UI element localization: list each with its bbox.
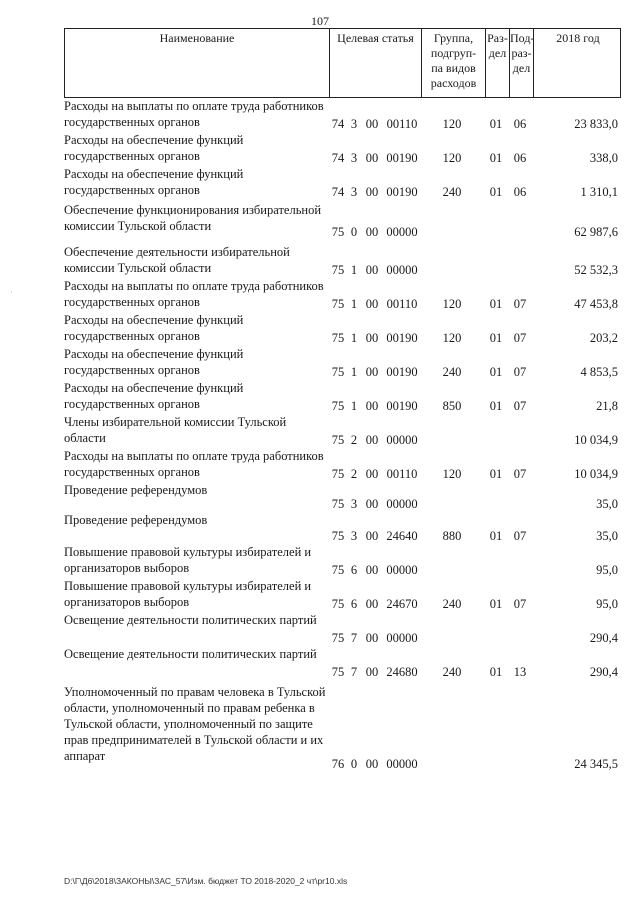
code-b: 7 — [350, 631, 358, 645]
code-d: 00000 — [386, 225, 418, 239]
section: 01 — [489, 185, 503, 199]
code-b: 3 — [350, 497, 358, 511]
code-a: 75 — [331, 497, 345, 511]
table-row — [64, 578, 621, 612]
amount-2018: 1 310,1 — [580, 185, 618, 199]
code-a: 74 — [331, 117, 345, 131]
section: 01 — [489, 117, 503, 131]
code-c: 00 — [365, 365, 379, 379]
expense-group: 120 — [442, 331, 462, 345]
table-row — [64, 278, 621, 312]
code-d: 00000 — [386, 433, 418, 447]
subsection: 07 — [513, 529, 527, 543]
code-b: 1 — [350, 331, 358, 345]
code-c: 00 — [365, 151, 379, 165]
header-expense-group: Группа, подгруп- па видов расходов — [421, 29, 485, 97]
table-row — [64, 346, 621, 380]
subsection: 06 — [513, 151, 527, 165]
code-b: 3 — [350, 529, 358, 543]
code-d: 00190 — [386, 365, 418, 379]
code-a: 75 — [331, 225, 345, 239]
code-d: 00000 — [386, 563, 418, 577]
table-row — [64, 414, 621, 448]
section: 01 — [489, 529, 503, 543]
expense-group: 120 — [442, 151, 462, 165]
code-d: 00190 — [386, 331, 418, 345]
file-path-footer: D:\Г\Д6\2018\ЗАКОНЫ\ЗАС_57\Изм. бюджет ТО 2018-2020_2 чт\pr10.xls — [64, 876, 348, 886]
code-a: 75 — [331, 467, 345, 481]
expense-group: 240 — [442, 185, 462, 199]
header-target-article: Целевая статья — [329, 29, 421, 97]
table-row — [64, 448, 621, 482]
code-d: 24680 — [386, 665, 418, 679]
section: 01 — [489, 399, 503, 413]
expense-group: 120 — [442, 117, 462, 131]
amount-2018: 62 987,6 — [574, 225, 618, 239]
expense-group: 240 — [442, 665, 462, 679]
table-row — [64, 512, 621, 544]
row-name: Обеспечение деятельности избирательной комиссии Тульской области — [64, 245, 290, 275]
amount-2018: 95,0 — [596, 563, 618, 577]
subsection: 07 — [513, 597, 527, 611]
amount-2018: 35,0 — [596, 497, 618, 511]
amount-2018: 24 345,5 — [574, 757, 618, 771]
header-section: Раз- дел — [485, 29, 509, 97]
code-a: 75 — [331, 297, 345, 311]
code-c: 00 — [365, 117, 379, 131]
table-row — [64, 166, 621, 200]
table-row — [64, 312, 621, 346]
section: 01 — [489, 467, 503, 481]
code-c: 00 — [365, 263, 379, 277]
amount-2018: 4 853,5 — [580, 365, 618, 379]
subsection: 06 — [513, 117, 527, 131]
code-b: 6 — [350, 563, 358, 577]
code-d: 00000 — [386, 263, 418, 277]
table-row — [64, 202, 621, 240]
code-d: 00190 — [386, 185, 418, 199]
table-row — [64, 380, 621, 414]
table-row — [64, 646, 621, 680]
expense-group: 850 — [442, 399, 462, 413]
code-a: 75 — [331, 597, 345, 611]
code-b: 2 — [350, 467, 358, 481]
code-d: 00000 — [386, 497, 418, 511]
amount-2018: 10 034,9 — [574, 467, 618, 481]
amount-2018: 52 532,3 — [574, 263, 618, 277]
code-c: 00 — [365, 297, 379, 311]
code-c: 00 — [365, 665, 379, 679]
code-c: 00 — [365, 467, 379, 481]
row-name: Расходы на выплаты по оплате труда работников государственных органов — [64, 449, 324, 479]
code-a: 74 — [331, 151, 345, 165]
code-d: 00110 — [386, 467, 418, 481]
amount-2018: 290,4 — [589, 665, 618, 679]
amount-2018: 21,8 — [596, 399, 618, 413]
expense-group: 880 — [442, 529, 462, 543]
amount-2018: 95,0 — [596, 597, 618, 611]
code-b: 1 — [350, 263, 358, 277]
row-name: Члены избирательной комиссии Тульской области — [64, 415, 287, 445]
code-c: 00 — [365, 225, 379, 239]
section: 01 — [489, 365, 503, 379]
section: 01 — [489, 297, 503, 311]
table-row — [64, 612, 621, 646]
code-b: 1 — [350, 365, 358, 379]
code-c: 00 — [365, 399, 379, 413]
row-name: Расходы на обеспечение функций государственных органов — [64, 313, 244, 343]
amount-2018: 338,0 — [589, 151, 618, 165]
expense-group: 240 — [442, 365, 462, 379]
subsection: 06 — [513, 185, 527, 199]
subsection: 07 — [513, 467, 527, 481]
row-name: Расходы на выплаты по оплате труда работников государственных органов — [64, 279, 324, 309]
code-c: 00 — [365, 631, 379, 645]
code-a: 75 — [331, 365, 345, 379]
row-name: Проведение референдумов — [64, 483, 208, 497]
code-d: 24640 — [386, 529, 418, 543]
code-d: 00110 — [386, 117, 418, 131]
code-c: 00 — [365, 529, 379, 543]
code-b: 6 — [350, 597, 358, 611]
code-c: 00 — [365, 597, 379, 611]
code-d: 24670 — [386, 597, 418, 611]
table-row — [64, 132, 621, 166]
table-row — [64, 482, 621, 512]
code-b: 2 — [350, 433, 358, 447]
code-a: 75 — [331, 529, 345, 543]
row-name: Уполномоченный по правам человека в Тульской области, уполномоченный по правам ребенка в Тульской области, уполномоченный по защите прав предпринимателей в Тульской области и их аппарат — [64, 685, 326, 763]
code-c: 00 — [365, 497, 379, 511]
code-b: 0 — [350, 757, 358, 771]
code-b: 0 — [350, 225, 358, 239]
code-d: 00000 — [386, 631, 418, 645]
amount-2018: 35,0 — [596, 529, 618, 543]
code-c: 00 — [365, 331, 379, 345]
code-a: 75 — [331, 331, 345, 345]
subsection: 13 — [513, 665, 527, 679]
row-name: Освещение деятельности политических партий — [64, 647, 317, 661]
section: 01 — [489, 665, 503, 679]
code-b: 7 — [350, 665, 358, 679]
section: 01 — [489, 151, 503, 165]
subsection: 07 — [513, 331, 527, 345]
header-subsection: Под- раз- дел — [509, 29, 533, 97]
budget-table — [64, 28, 621, 771]
code-a: 75 — [331, 263, 345, 277]
code-a: 75 — [331, 631, 345, 645]
subsection: 07 — [513, 365, 527, 379]
code-d: 00190 — [386, 151, 418, 165]
code-c: 00 — [365, 757, 379, 771]
code-c: 00 — [365, 563, 379, 577]
code-a: 75 — [331, 563, 345, 577]
table-row — [64, 98, 621, 132]
expense-group: 120 — [442, 297, 462, 311]
row-name: Обеспечение функционирования избирательной комиссии Тульской области — [64, 203, 322, 233]
table-row — [64, 244, 621, 278]
amount-2018: 10 034,9 — [574, 433, 618, 447]
code-b: 3 — [350, 151, 358, 165]
code-d: 00110 — [386, 297, 418, 311]
row-name: Расходы на выплаты по оплате труда работников государственных органов — [64, 99, 324, 129]
code-c: 00 — [365, 185, 379, 199]
row-name: Освещение деятельности политических партий — [64, 613, 317, 627]
row-name: Расходы на обеспечение функций государственных органов — [64, 347, 244, 377]
amount-2018: 47 453,8 — [574, 297, 618, 311]
code-b: 3 — [350, 185, 358, 199]
row-name: Проведение референдумов — [64, 513, 208, 527]
expense-group: 120 — [442, 467, 462, 481]
expense-group: 240 — [442, 597, 462, 611]
section: 01 — [489, 597, 503, 611]
code-a: 74 — [331, 185, 345, 199]
amount-2018: 290,4 — [589, 631, 618, 645]
code-a: 75 — [331, 665, 345, 679]
code-a: 75 — [331, 433, 345, 447]
row-name: Расходы на обеспечение функций государственных органов — [64, 133, 244, 163]
table-row — [64, 544, 621, 578]
section: 01 — [489, 331, 503, 345]
subsection: 07 — [513, 399, 527, 413]
code-a: 76 — [331, 757, 345, 771]
code-c: 00 — [365, 433, 379, 447]
amount-2018: 23 833,0 — [574, 117, 618, 131]
table-header — [64, 28, 621, 98]
code-b: 3 — [350, 117, 358, 131]
scan-mark: · — [10, 288, 13, 297]
header-name: Наименование — [159, 31, 235, 45]
subsection: 07 — [513, 297, 527, 311]
code-a: 75 — [331, 399, 345, 413]
header-year: 2018 год — [533, 29, 622, 97]
row-name: Повышение правовой культуры избирателей и организаторов выборов — [64, 579, 312, 609]
code-d: 00190 — [386, 399, 418, 413]
table-row — [64, 684, 621, 772]
page-number: 107 — [311, 14, 329, 28]
row-name: Расходы на обеспечение функций государственных органов — [64, 167, 244, 197]
code-d: 00000 — [386, 757, 418, 771]
row-name: Повышение правовой культуры избирателей и организаторов выборов — [64, 545, 312, 575]
amount-2018: 203,2 — [589, 331, 618, 345]
row-name: Расходы на обеспечение функций государственных органов — [64, 381, 244, 411]
code-b: 1 — [350, 399, 358, 413]
code-b: 1 — [350, 297, 358, 311]
